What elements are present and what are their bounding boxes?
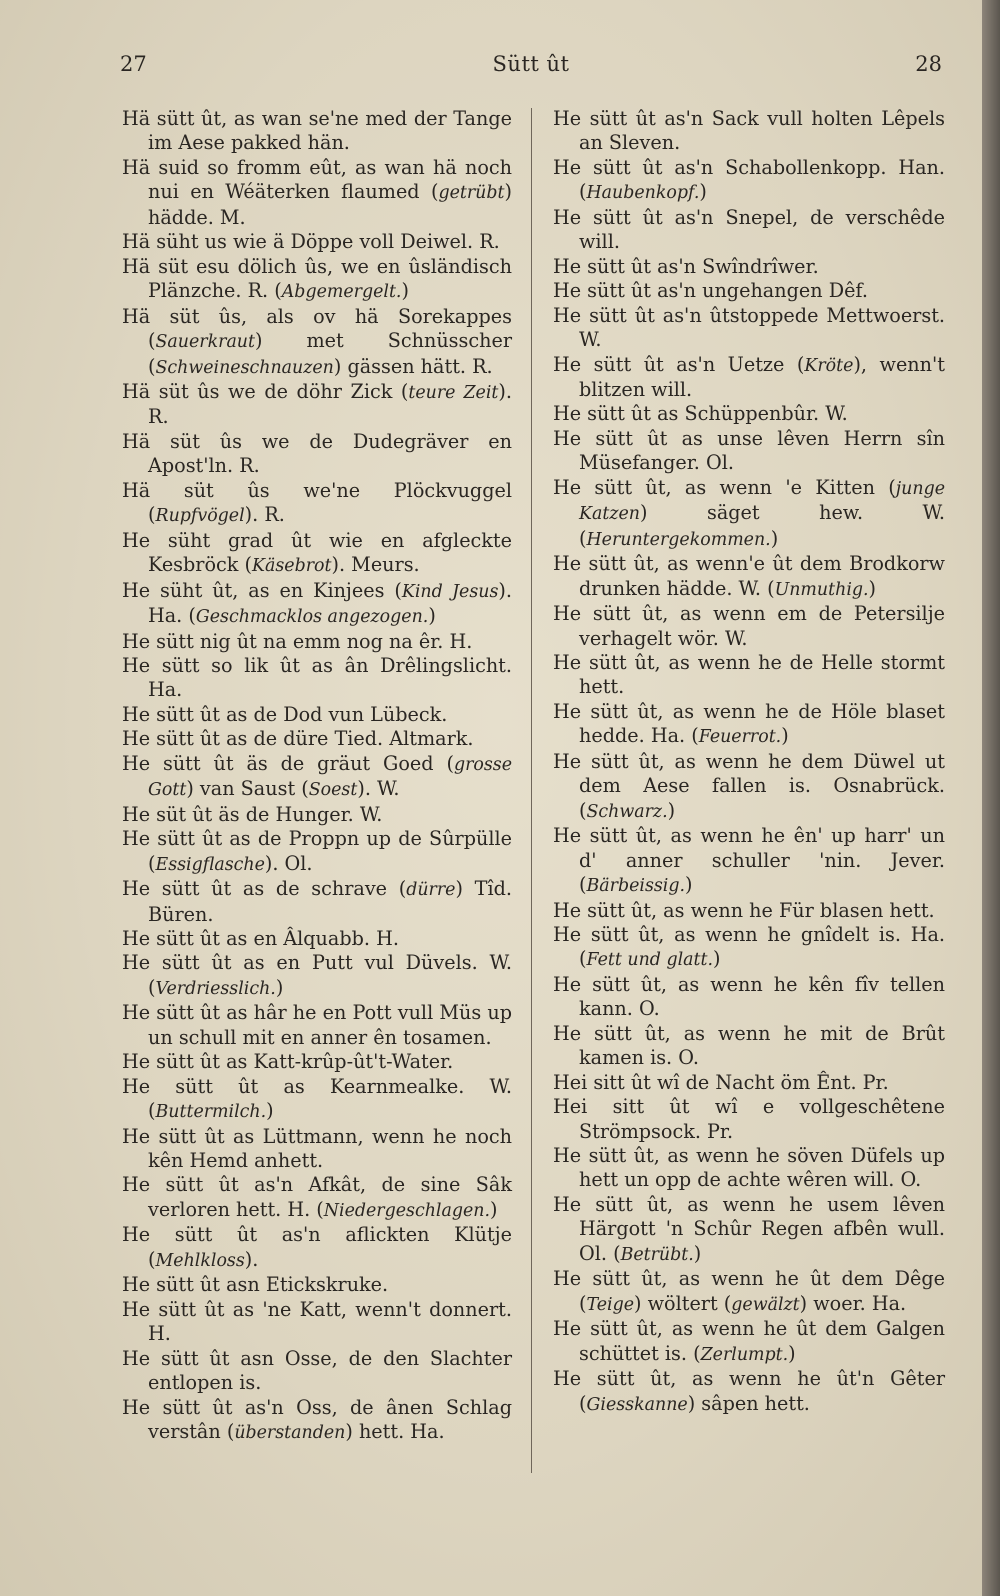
entry-text: Hei sitt ût wî de Nacht öm Ênt. Pr. xyxy=(553,1070,889,1094)
entry-text: He sütt ût, as wenn 'e Kitten ( xyxy=(553,475,896,499)
entry-text: ) van Saust ( xyxy=(186,777,309,801)
gloss-text: Buttermilch. xyxy=(155,1102,267,1123)
entry-text: He sütt ût as'n Schabollenkopp. Han. ( xyxy=(553,155,945,204)
proverb-entry xyxy=(122,1298,512,1347)
entry-text: Hä süt ûs we de döhr Zick ( xyxy=(122,379,409,403)
proverb-entry xyxy=(122,1001,512,1050)
entry-text: He sütt ût as en Putt vul Düvels. W. ( xyxy=(122,951,512,999)
gloss-text: getrübt xyxy=(438,183,505,204)
entry-text: ) xyxy=(401,279,409,303)
entry-text: ) xyxy=(489,1197,498,1221)
proverb-entry xyxy=(553,750,945,824)
entry-text: He sütt ût as'n ungehangen Dêf. xyxy=(553,279,868,303)
proverb-entry xyxy=(122,529,512,579)
entry-text: He sütt ût as de schrave ( xyxy=(122,877,407,901)
entry-text: He sütt ût as unse lêven Herrn sîn Müsefanger. Ol. xyxy=(553,426,945,475)
gloss-text: Bärbeissig. xyxy=(586,876,686,897)
gloss-text: Essigflasche xyxy=(155,854,265,875)
proverb-entry xyxy=(553,899,945,923)
entry-text: He sütt ût as de Proppn up de Sûrpülle ( xyxy=(122,827,512,875)
entry-text: He sütt ût as 'ne Katt, wenn't donnert. H. xyxy=(122,1297,512,1346)
entry-text: ) sâpen hett. xyxy=(687,1391,810,1415)
proverb-entry xyxy=(553,206,945,255)
proverb-entry xyxy=(553,1193,945,1267)
proverb-entry xyxy=(553,1367,945,1417)
entry-text: He sütt ût as Katt-krûp-ût't-Water. xyxy=(122,1050,454,1074)
entry-text: Hä suid so fromm eût, as wan hä noch nui en Wéäterken flaumed ( xyxy=(122,155,512,204)
right-column xyxy=(553,107,945,1417)
proverb-entry xyxy=(122,230,512,254)
gloss-text: Giesskanne xyxy=(586,1394,688,1415)
proverb-entry xyxy=(553,973,945,1022)
entry-text: ) gässen hätt. R. xyxy=(333,354,493,378)
gloss-text: Fett und glatt. xyxy=(586,950,714,971)
gloss-text: Kind Jesus xyxy=(401,581,499,602)
gloss-text: Schwarz. xyxy=(586,801,668,822)
proverb-entry xyxy=(122,1273,512,1297)
entry-text: He sütt ût as de Dod vun Lübeck. xyxy=(122,702,448,726)
page-number-left: 27 xyxy=(120,52,147,76)
entry-text: He sütt ût asn Etickskruke. xyxy=(122,1273,389,1297)
column-divider xyxy=(531,108,532,1473)
proverb-entry xyxy=(122,703,512,727)
gloss-text: gewälzt xyxy=(731,1294,800,1315)
entry-text: Hä süt esu dölich ûs, we en ûsländisch Plänzche. R. ( xyxy=(122,254,512,303)
proverb-entry xyxy=(122,1050,512,1074)
entry-text: He sütt ût as'n Sack vull holten Lêpels an Sleven. xyxy=(553,107,945,155)
gloss-text: Zerlumpt. xyxy=(700,1344,789,1365)
entry-text: He sütt ût, as wenn'e ût dem Brodkorw drunken hädde. W. ( xyxy=(553,552,945,600)
proverb-entry xyxy=(553,552,945,602)
page-number-right: 28 xyxy=(915,52,942,76)
proverb-entry xyxy=(122,579,512,630)
proverb-entry xyxy=(553,1071,945,1095)
entry-text: He sütt ût, as wenn he ût dem Dêge ( xyxy=(553,1267,945,1315)
proverb-entry xyxy=(122,255,512,305)
entry-text: He sütt ût, as wenn he dem Düwel ut dem Aese fallen is. Osnabrück. ( xyxy=(553,749,945,822)
entry-text: ) Tîd. Büren. xyxy=(148,877,512,926)
entry-text: He sütt ût, as wenn he de Helle stormt hett. xyxy=(553,650,945,699)
entry-text: He sütt ût as'n aflickten Klütje ( xyxy=(122,1223,512,1271)
entry-text: Hei sitt ût wî e vollgeschêtene Strömpsock. Pr. xyxy=(553,1095,945,1143)
proverb-entry xyxy=(122,727,512,751)
entry-text: He sütt ût asn Osse, de den Slachter entlopen is. xyxy=(122,1346,512,1395)
gloss-text: Betrübt. xyxy=(620,1244,694,1265)
entry-text: He sütt ût, as wenn he ût dem Galgen schüttet is. ( xyxy=(553,1317,945,1365)
entry-text: He süt ût äs de Hunger. W. xyxy=(122,802,383,826)
gloss-text: Käsebrot xyxy=(252,556,332,577)
proverb-entry xyxy=(553,156,945,206)
gloss-text: grosse Gott xyxy=(148,754,512,801)
entry-text: He sütt ût as'n Snepel, de verschêde will. xyxy=(553,205,945,254)
gloss-text: Haubenkopf. xyxy=(586,183,700,204)
entry-text: ) säget hew. W. ( xyxy=(579,501,945,550)
book-edge-shadow xyxy=(982,0,1000,1596)
proverb-entry xyxy=(122,1223,512,1273)
entry-text: He süht ût, as en Kinjees ( xyxy=(122,578,402,602)
entry-text: He sütt ût as de düre Tied. Altmark. xyxy=(122,727,474,751)
entry-text: He sütt ût, as wenn em de Petersilje verhagelt wör. W. xyxy=(553,602,945,650)
proverb-entry xyxy=(122,1347,512,1396)
entry-text: ). Ol. xyxy=(264,851,313,875)
gloss-text: dürre xyxy=(406,880,456,901)
entry-text: ). xyxy=(244,1247,259,1271)
entry-text: ), wenn't blitzen will. xyxy=(579,352,945,401)
gloss-text: Sauerkraut xyxy=(155,332,255,353)
gloss-text: Soest xyxy=(308,780,358,801)
proverb-entry xyxy=(553,651,945,700)
entry-text: ) xyxy=(788,1341,796,1365)
entry-text: He sütt ût, as wenn he de Höle blaset hedde. Ha. ( xyxy=(553,699,945,748)
proverb-entry xyxy=(122,927,512,951)
proverb-entry xyxy=(553,476,945,552)
entry-text: He sütt ût, as wenn he mit de Brût kamen is. O. xyxy=(553,1021,945,1070)
entry-text: He sütt ût, as wenn he ût'n Gêter ( xyxy=(553,1367,945,1415)
proverb-entry xyxy=(122,1075,512,1125)
gloss-text: junge Katzen xyxy=(579,478,945,525)
entry-text: ) xyxy=(266,1099,274,1123)
entry-text: ). Meurs. xyxy=(331,553,420,577)
entry-text: ) xyxy=(713,947,721,971)
entry-text: ) met Schnüsscher ( xyxy=(148,329,512,378)
proverb-entry xyxy=(122,827,512,877)
running-title: Sütt ût xyxy=(492,52,570,76)
gloss-text: Teige xyxy=(586,1294,635,1315)
gloss-text: Heruntergekommen. xyxy=(586,529,771,550)
proverb-entry xyxy=(122,752,512,803)
proverb-entry xyxy=(122,1396,512,1446)
entry-text: ). R. xyxy=(148,379,512,429)
proverb-entry xyxy=(553,279,945,303)
proverb-entry xyxy=(553,107,945,156)
proverb-entry xyxy=(122,156,512,230)
proverb-entry xyxy=(122,630,512,654)
entry-text: He sütt ût äs de gräut Goed ( xyxy=(122,751,454,775)
entry-text: ). W. xyxy=(357,777,400,801)
entry-text: ). Ha. ( xyxy=(148,578,512,628)
gloss-text: Verdriesslich. xyxy=(155,978,276,999)
entry-text: Hä süt ûs we de Dudegräver en Apost'ln. R. xyxy=(122,429,512,478)
proverb-entry xyxy=(553,1144,945,1193)
entry-text: He sütt ût as'n Swîndrîwer. xyxy=(553,254,819,278)
entry-text: He sütt ût, as wenn he gnîdelt is. Ha. ( xyxy=(553,922,945,971)
entry-text: ) xyxy=(275,975,284,999)
proverb-entry xyxy=(122,305,512,380)
entry-text: ) xyxy=(693,1241,702,1265)
entry-text: He sütt ût, as wenn he usem lêven Härgott 'n Schûr Regen afbên wull. Ol. ( xyxy=(553,1192,945,1265)
entry-text: He sütt ût as'n Oss, de ânen Schlag verstân ( xyxy=(122,1395,512,1444)
proverb-entry xyxy=(553,1267,945,1317)
proverb-entry xyxy=(122,1173,512,1223)
entry-text: ) xyxy=(428,604,436,628)
gloss-text: teure Zeit xyxy=(408,382,499,403)
proverb-entry xyxy=(553,824,945,898)
entry-text: He sütt ût as Kearnmealke. W. ( xyxy=(122,1074,512,1123)
proverb-entry xyxy=(122,479,512,529)
entry-text: ). R. xyxy=(244,503,285,527)
gloss-text: Kröte xyxy=(804,355,854,376)
proverb-entry xyxy=(553,304,945,353)
gloss-text: Unmuthig. xyxy=(774,579,869,600)
entry-text: He sütt ût as en Âlquabb. H. xyxy=(122,926,399,950)
proverb-entry xyxy=(122,380,512,430)
entry-text: He sütt ût, as wenn he ên' up harr' un d' anner schuller 'nin. Jever. ( xyxy=(553,824,945,897)
entry-text: ) xyxy=(685,873,693,897)
proverb-entry xyxy=(122,430,512,479)
entry-text: He sütt nig ût na emm nog na êr. H. xyxy=(122,629,473,653)
entry-text: ) xyxy=(770,526,779,550)
gloss-text: Niedergeschlagen. xyxy=(323,1200,490,1221)
proverb-entry xyxy=(553,1022,945,1071)
entry-text: He sütt ût as hâr he en Pott vull Müs up un schull mit en anner ên tosamen. xyxy=(122,1001,512,1049)
running-header xyxy=(120,52,942,82)
proverb-entry xyxy=(553,255,945,279)
entry-text: Hä süt ûs, als ov hä Sorekappes ( xyxy=(122,304,512,353)
entry-text: He sütt ût, as wenn he Für blasen hett. xyxy=(553,898,935,922)
entry-text: ) xyxy=(781,724,789,748)
entry-text: He sütt ût as'n Uetze ( xyxy=(553,352,805,376)
entry-text: He sütt ût, as wenn he söven Düfels up hett un opp de achte wêren will. O. xyxy=(553,1144,945,1192)
proverb-entry xyxy=(122,654,512,703)
proverb-entry xyxy=(553,427,945,476)
entry-text: ) hädde. M. xyxy=(148,180,512,229)
entry-text: He sütt ût, as wenn he kên fîv tellen kann. O. xyxy=(553,972,945,1021)
gloss-text: überstanden xyxy=(234,1423,346,1444)
entry-text: ) woer. Ha. xyxy=(799,1291,907,1315)
proverb-entry xyxy=(122,107,512,156)
proverb-entry xyxy=(122,803,512,827)
gloss-text: Abgemergelt. xyxy=(281,282,402,303)
proverb-entry xyxy=(553,602,945,651)
entry-text: Hä sütt ût, as wan se'ne med der Tange im Aese pakked hän. xyxy=(122,107,512,155)
gloss-text: Schweineschnauzen xyxy=(155,357,334,378)
proverb-entry xyxy=(122,1125,512,1174)
gloss-text: Mehlkloss xyxy=(155,1250,245,1271)
gloss-text: Geschmacklos angezogen. xyxy=(195,607,429,628)
proverb-entry xyxy=(553,700,945,750)
proverb-entry xyxy=(553,1317,945,1367)
proverb-entry xyxy=(553,923,945,973)
entry-text: Hä süht us wie ä Döppe voll Deiwel. R. xyxy=(122,230,500,254)
gloss-text: Feuerrot. xyxy=(698,727,782,748)
entry-text: He süht grad ût wie en afgleckte Kesbröck ( xyxy=(122,528,512,577)
entry-text: He sütt so lik ût as ân Drêlingslicht. Ha. xyxy=(122,653,512,702)
proverb-entry xyxy=(122,877,512,927)
entry-text: He sütt ût as'n Afkât, de sine Sâk verloren hett. H. ( xyxy=(122,1173,512,1221)
entry-text: Hä süt ûs we'ne Plöckvuggel ( xyxy=(122,478,512,527)
entry-text: He sütt ût as'n ûtstoppede Mettwoerst. W. xyxy=(553,303,945,352)
entry-text: ) hett. Ha. xyxy=(345,1420,445,1444)
entry-text: He sütt ût as Lüttmann, wenn he noch kên Hemd anhett. xyxy=(122,1124,512,1173)
entry-text: ) xyxy=(667,798,676,822)
proverb-entry xyxy=(553,353,945,403)
entry-text: ) xyxy=(699,180,707,204)
entry-text: ) xyxy=(868,576,877,600)
entry-text: ) wöltert ( xyxy=(634,1291,732,1315)
left-column xyxy=(122,107,512,1445)
proverb-entry xyxy=(553,402,945,426)
entry-text: He sütt ût as Schüppenbûr. W. xyxy=(553,402,848,426)
gloss-text: Rupfvögel xyxy=(155,506,245,527)
proverb-entry xyxy=(553,1095,945,1144)
proverb-entry xyxy=(122,951,512,1001)
